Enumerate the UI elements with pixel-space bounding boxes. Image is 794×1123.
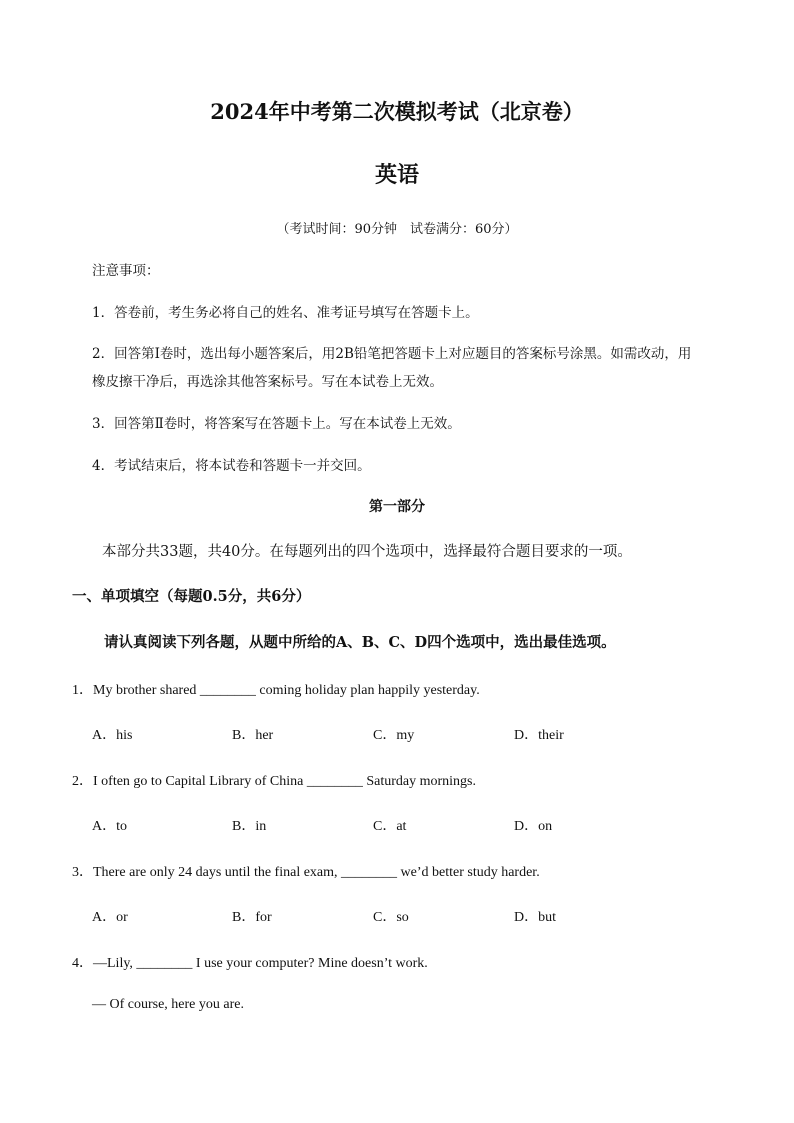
section-instruction: 请认真阅读下列各题，从题中所给的A、B、C、D四个选项中，选出最佳选项。 [104,634,616,651]
question-1-option-b: B．her [232,728,274,743]
question-2-option-b: B．in [232,819,267,834]
part-title: 第一部分 [369,499,425,515]
notice-item-1: 1．答卷前，考生务必将自己的姓名、准考证号填写在答题卡上。 [92,305,479,321]
question-3-option-b: B．for [232,910,272,925]
notice-item-4: 4．考试结束后，将本试卷和答题卡一并交回。 [92,458,371,474]
question-2-option-c: C．at [373,819,407,834]
question-1-stem: 1．My brother shared ________ coming holiday plan happily yesterday. [72,683,480,698]
notice-heading: 注意事项： [92,263,160,279]
question-3-option-c: C．so [373,910,409,925]
part-description: 本部分共33题，共40分。在每题列出的四个选项中，选择最符合题目要求的一项。 [102,544,632,560]
question-3-option-a: A．or [92,910,128,925]
question-4-reply: — Of course, here you are. [92,997,244,1012]
question-1-option-d: D．their [514,728,564,743]
subject-title: 英语 [374,162,419,188]
section-title: 一、单项填空（每题0.5分，共6分） [72,588,311,605]
question-2-option-a: A．to [92,819,127,834]
question-2-option-d: D．on [514,819,553,834]
notice-item-3: 3．回答第Ⅱ卷时，将答案写在答题卡上。写在本试卷上无效。 [92,416,461,432]
exam-title: 2024年中考第二次模拟考试（北京卷） [210,99,584,124]
exam-info: （考试时间：90分钟 试卷满分：60分） [276,222,518,237]
question-3-option-d: D．but [514,910,556,925]
question-4-stem: 4．—Lily, ________ I use your computer? Mine doesn’t work. [72,956,428,971]
question-1-option-c: C．my [373,728,415,743]
notice-item-2-line-1: 2．回答第Ⅰ卷时，选出每小题答案后，用2B铅笔把答题卡上对应题目的答案标号涂黑。如需改动，用 [92,346,692,362]
notice-item-2-line-2: 橡皮擦干净后，再选涂其他答案标号。写在本试卷上无效。 [92,374,443,390]
question-2-stem: 2．I often go to Capital Library of China ________ Saturday mornings. [72,774,476,789]
question-1-option-a: A．his [92,728,133,743]
question-3-stem: 3．There are only 24 days until the final exam, ________ we’d better study harder. [72,865,540,880]
